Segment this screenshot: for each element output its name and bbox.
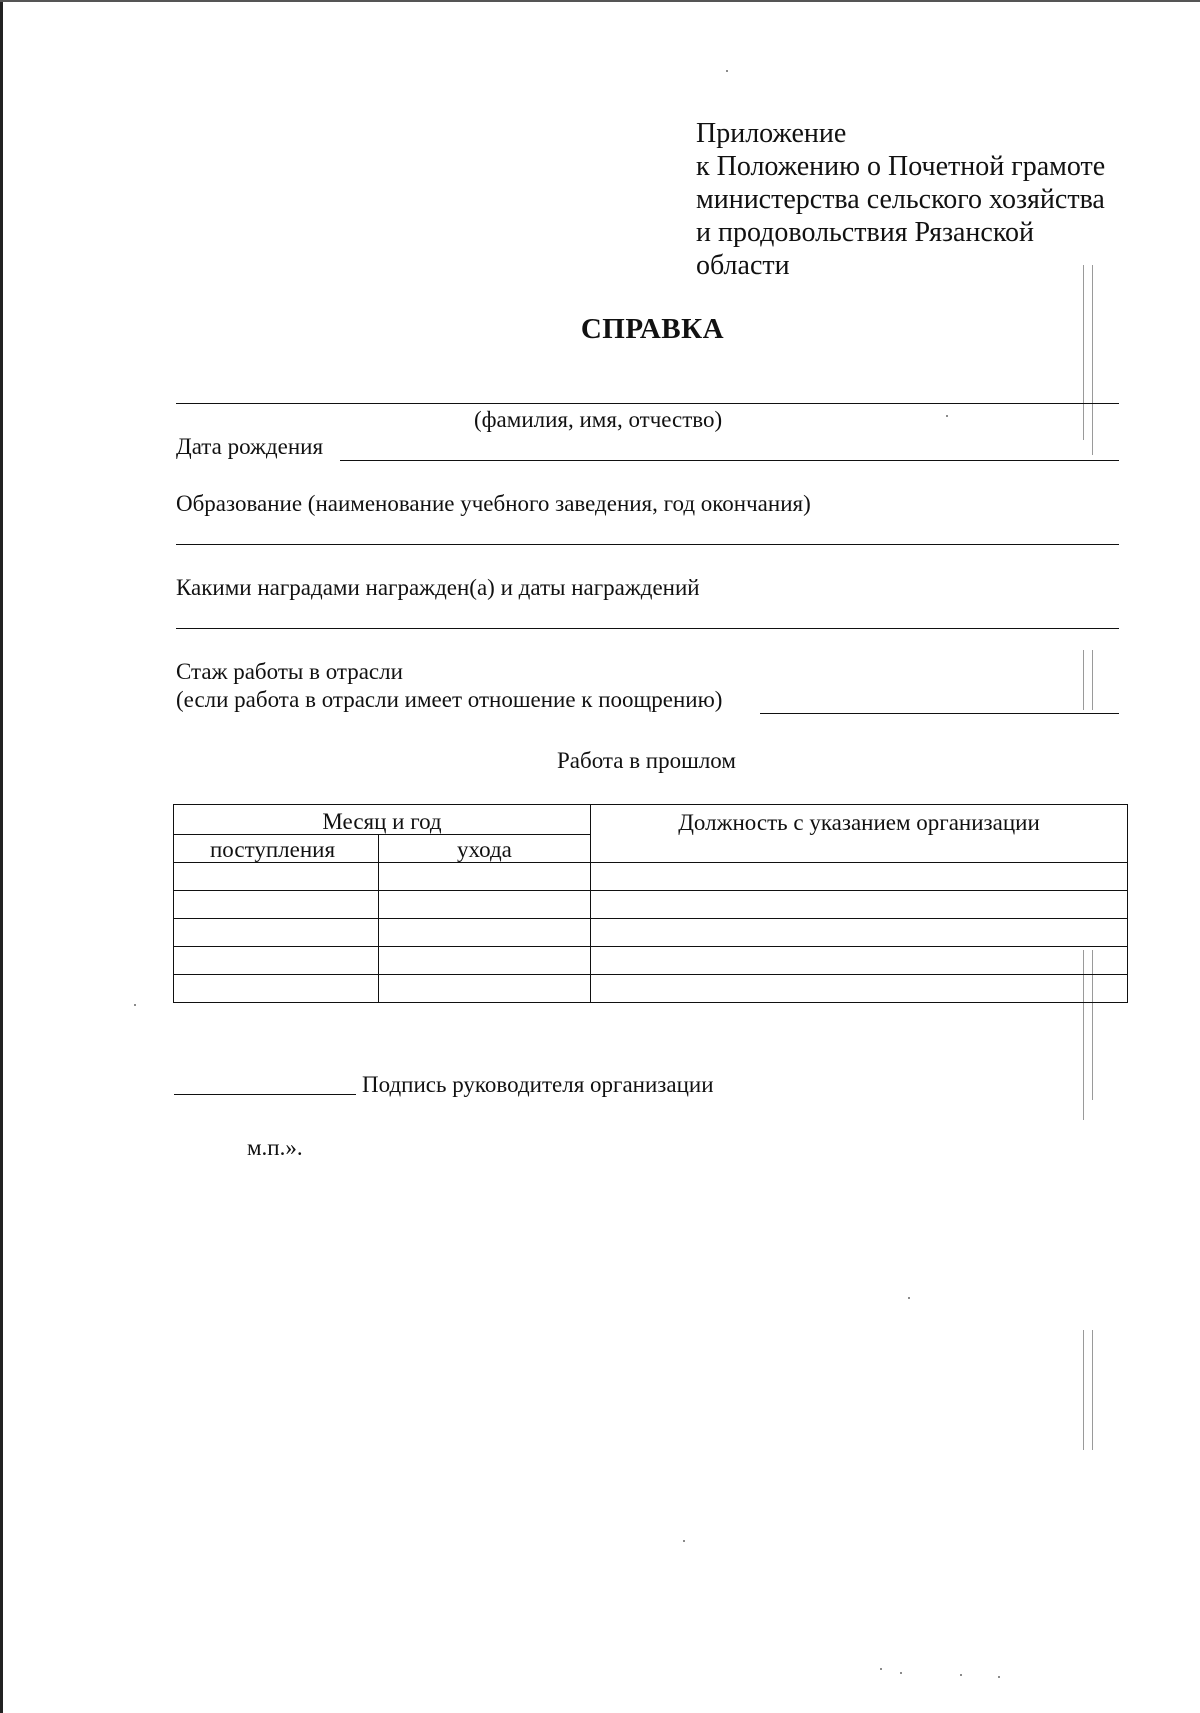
appendix-header-line: и продовольствия Рязанской (696, 217, 1035, 248)
awards-label: Какими наградами награжден(а) и даты награждений (176, 575, 700, 600)
table-row (174, 975, 1128, 1003)
start-date-cell[interactable] (174, 919, 379, 947)
position-cell[interactable] (591, 975, 1128, 1003)
awards-field[interactable] (176, 628, 1119, 629)
end-date-cell[interactable] (379, 919, 591, 947)
end-date-cell[interactable] (379, 863, 591, 891)
end-date-header: ухода (379, 835, 591, 863)
start-date-cell[interactable] (174, 947, 379, 975)
scan-artifact-line (1083, 650, 1084, 710)
table-subheader-row (174, 835, 1128, 863)
appendix-header-line: министерства сельского хозяйства (696, 184, 1105, 215)
experience-label: Стаж работы в отрасли (176, 659, 403, 684)
scan-artifact-line (1083, 265, 1084, 440)
scan-speck (960, 1674, 962, 1676)
table-row (174, 891, 1128, 919)
scan-speck (998, 1676, 1000, 1678)
scan-speck (134, 1004, 136, 1006)
appendix-header (696, 117, 1105, 282)
position-header: Должность с указанием организации (591, 805, 1128, 835)
scan-speck (726, 70, 728, 72)
work-history-table (173, 804, 1128, 1003)
appendix-header-line: области (696, 250, 790, 281)
start-date-cell[interactable] (174, 891, 379, 919)
experience-note: (если работа в отрасли имеет отношение к поощрению) (176, 687, 723, 712)
scan-artifact-line (1083, 1330, 1084, 1450)
birth-date-label: Дата рождения (176, 434, 324, 459)
table-row (174, 919, 1128, 947)
scan-artifact-line (1092, 1330, 1093, 1450)
experience-field[interactable] (760, 713, 1119, 714)
position-cell[interactable] (591, 891, 1128, 919)
position-cell[interactable] (591, 919, 1128, 947)
table-row (174, 947, 1128, 975)
month-year-header: Месяц и год (174, 805, 591, 835)
appendix-header-line: к Положению о Почетной грамоте (696, 151, 1106, 182)
end-date-cell[interactable] (379, 975, 591, 1003)
full-name-field[interactable] (176, 403, 1119, 404)
birth-date-field[interactable] (340, 460, 1119, 461)
start-date-cell[interactable] (174, 975, 379, 1003)
end-date-cell[interactable] (379, 947, 591, 975)
scan-artifact-line (1092, 650, 1093, 710)
work-history-title: Работа в прошлом (557, 748, 736, 773)
start-date-header: поступления (174, 835, 379, 863)
start-date-cell[interactable] (174, 863, 379, 891)
end-date-cell[interactable] (379, 891, 591, 919)
position-header-cell (591, 835, 1128, 863)
scan-speck (908, 1297, 910, 1299)
signature-label: Подпись руководителя организации (362, 1072, 714, 1097)
scan-speck (946, 415, 948, 417)
full-name-caption: (фамилия, имя, отчество) (474, 407, 723, 432)
scan-edge-top (0, 0, 1200, 2)
stamp-placeholder: м.п.». (247, 1135, 303, 1160)
education-label: Образование (наименование учебного заведения, год окончания) (176, 491, 811, 516)
table-header-row (174, 805, 1128, 835)
appendix-header-line: Приложение (696, 118, 847, 149)
position-cell[interactable] (591, 863, 1128, 891)
education-field[interactable] (176, 544, 1119, 545)
scan-edge-left (0, 0, 3, 1713)
document-title: СПРАВКА (580, 313, 725, 345)
table-row (174, 863, 1128, 891)
scan-speck (900, 1672, 902, 1674)
scan-artifact-line (1092, 265, 1093, 455)
position-cell[interactable] (591, 947, 1128, 975)
scan-speck (880, 1668, 882, 1670)
scan-speck (683, 1540, 685, 1542)
signature-field[interactable] (174, 1094, 356, 1095)
